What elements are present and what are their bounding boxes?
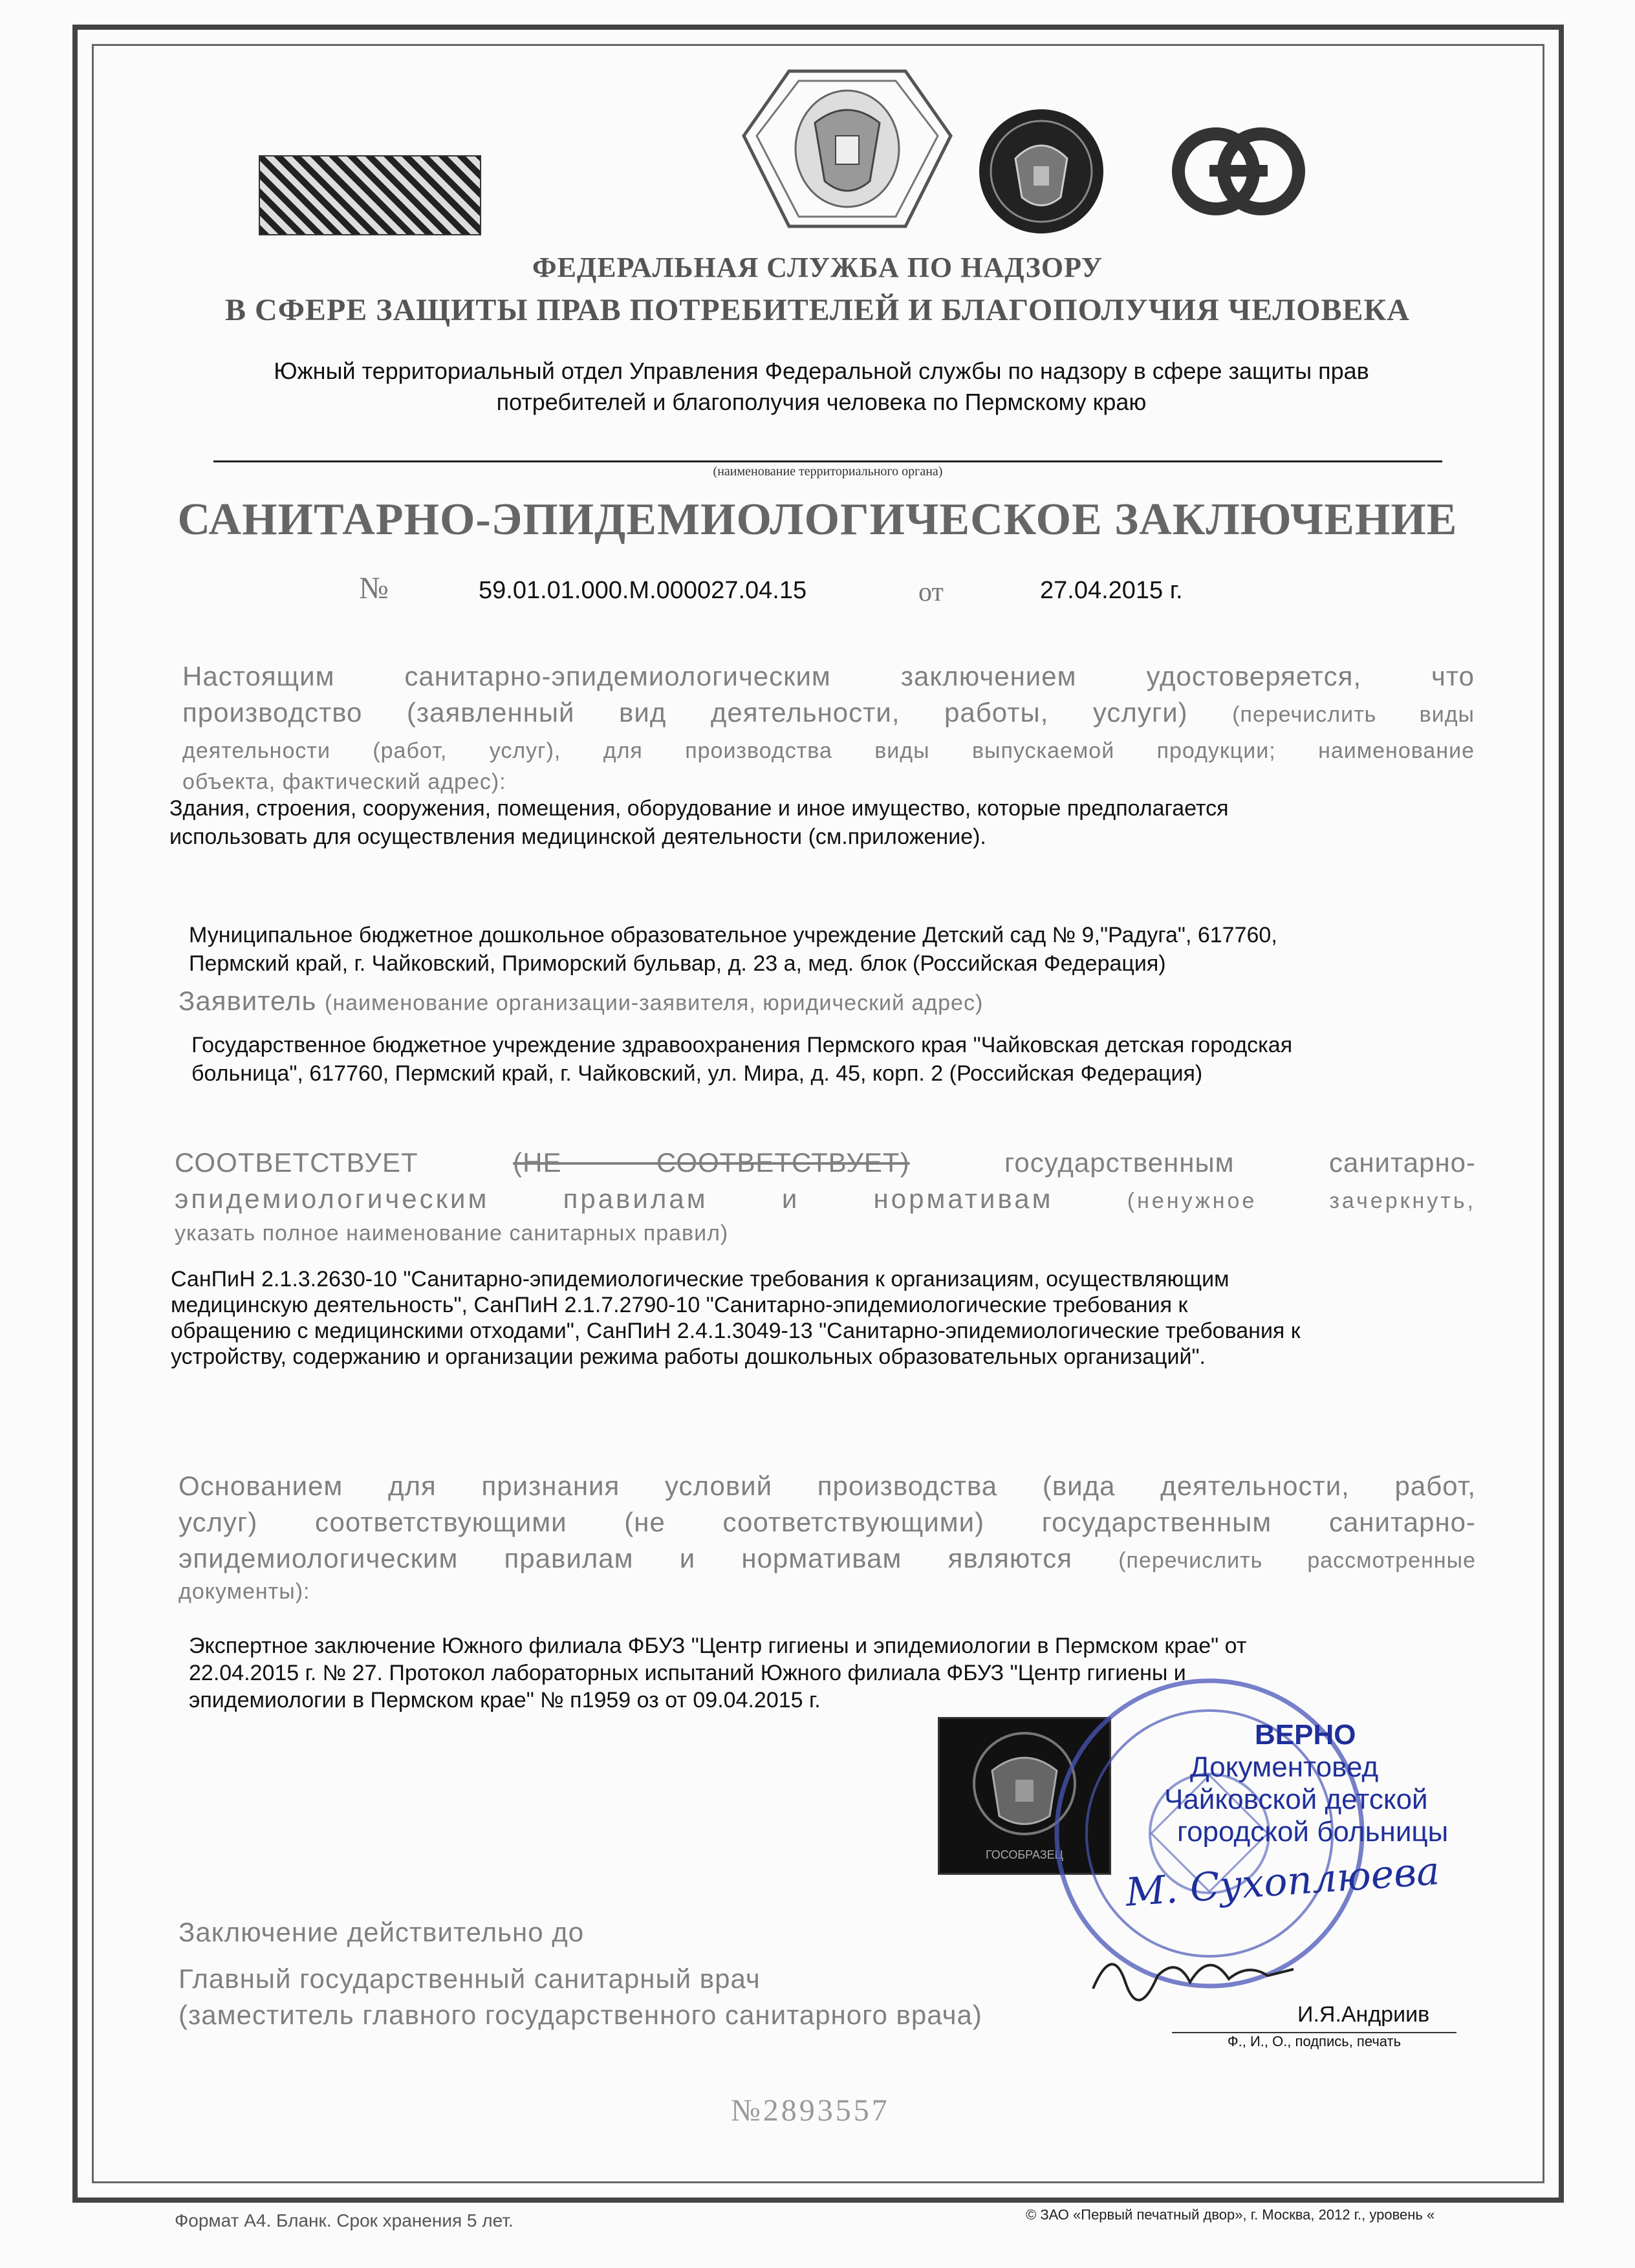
conformity-section <box>175 1145 1476 1247</box>
validity-label: Заключение действительно до <box>179 1917 585 1947</box>
conformity-line2-main: эпидемиологическим правилам и нормативам <box>175 1183 1054 1214</box>
coat-of-arms-emblem <box>731 52 964 239</box>
certified-copy-org-line2: городской больницы <box>1177 1816 1449 1848</box>
certified-copy-position: Документовед <box>1190 1751 1379 1783</box>
activity-text-line4: объекта, фактический адрес): <box>182 770 506 794</box>
number-sign: № <box>359 571 389 605</box>
basis-line1: Основанием для признания условий производства (вида деятельности, работ, <box>179 1471 1476 1501</box>
basis-line3-main: эпидемиологическим правилам и нормативам являются <box>179 1543 1073 1573</box>
blank-serial-number: №2893557 <box>731 2093 890 2128</box>
rospotrebnadzor-seal-emblem <box>977 107 1106 236</box>
basis-section <box>179 1468 1476 1604</box>
basis-documents-line1: Экспертное заключение Южного филиала ФБУЗ "Центр гигиены и эпидемиологии в Пермском крае" от <box>189 1634 1247 1658</box>
conformity-line2-hint: (ненужное зачеркнуть, <box>1127 1189 1476 1213</box>
activity-fill <box>169 794 1476 851</box>
signatory-line1: Главный государственный санитарный врач <box>179 1963 761 1994</box>
sanitary-rules <box>171 1266 1490 1370</box>
hologram-label: ГОСОБРАЗЕЦ <box>986 1848 1063 1861</box>
conformity-word: СООТВЕТСТВУЕТ <box>175 1147 418 1178</box>
basis-line3 <box>179 1540 1476 1579</box>
conformity-struck-text: (НЕ СООТВЕТСТВУЕТ) <box>513 1147 910 1178</box>
object-address <box>189 921 1482 978</box>
footer-printer: © ЗАО «Первый печатный двор», г. Москва, 2012 г., уровень « <box>1026 2207 1435 2223</box>
agency-name-line2: В СФЕРЕ ЗАЩИТЫ ПРАВ ПОТРЕБИТЕЛЕЙ И БЛАГОПОЛУЧИЯ ЧЕЛОВЕКА <box>225 293 1410 327</box>
territorial-office <box>233 356 1410 418</box>
activity-text-line3: деятельности (работ, услуг), для производства виды выпускаемой продукции; наименование <box>182 739 1475 763</box>
certificate-date: 27.04.2015 г. <box>1040 577 1183 604</box>
official-signature <box>1087 1930 1300 2002</box>
conformity-line1 <box>175 1145 1476 1181</box>
conformity-line1-rest: государственным санитарно- <box>1004 1147 1476 1178</box>
activity-fill-line2: использовать для осуществления медицинской деятельности (см.приложение). <box>169 825 986 849</box>
object-address-line2: Пермский край, г. Чайковский, Приморский бульвар, д. 23 а, мед. блок (Российская Федерация) <box>189 951 1166 976</box>
sanitary-rules-line4: устройству, содержанию и организации режима работы дошкольных образовательных организаций". <box>171 1345 1206 1369</box>
basis-line4: документы): <box>179 1579 310 1604</box>
certificate-number: 59.01.01.000.М.000027.04.15 <box>479 577 807 604</box>
basis-documents-line2: 22.04.2015 г. № 27. Протокол лабораторных испытаний Южного филиала ФБУЗ "Центр гигиены и <box>189 1661 1186 1685</box>
certified-copy-stamp <box>1138 1719 1462 1848</box>
footer-format: Формат А4. Бланк. Срок хранения 5 лет. <box>175 2210 514 2230</box>
conformity-line3: указать полное наименование санитарных правил) <box>175 1221 729 1246</box>
applicant-hint: (наименование организации-заявителя, юридический адрес) <box>325 991 984 1015</box>
sanitary-rules-line3: обращению с медицинскими отходами", СанПиН 2.4.1.3049-13 "Санитарно-эпидемиологические требования к <box>171 1319 1301 1343</box>
sanitary-rules-line1: СанПиН 2.1.3.2630-10 "Санитарно-эпидемиологические требования к организациям, осуществляющим <box>171 1267 1229 1291</box>
barcode-pattern <box>259 155 481 235</box>
date-from-label: от <box>918 578 944 607</box>
signatory-line2: (заместитель главного государственного санитарного врача) <box>179 2000 982 2030</box>
activity-text-line2 <box>182 695 1475 733</box>
territorial-office-line1: Южный территориальный отдел Управления Федеральной службы по надзору в сфере защиты прав <box>274 358 1369 384</box>
applicant-label-row <box>179 983 1472 1021</box>
applicant-label: Заявитель <box>179 986 317 1016</box>
office-caption: (наименование территориального органа) <box>713 464 943 479</box>
signatory-name: И.Я.Андриив <box>1297 2002 1430 2027</box>
activity-text-line1: Настоящим санитарно-эпидемиологическим заключением удостоверяется, что <box>182 661 1475 691</box>
certification-se-logo <box>1171 126 1306 217</box>
section-activity <box>182 658 1475 795</box>
sanitary-rules-line2: медицинскую деятельность", СанПиН 2.1.7.2790-10 "Санитарно-эпидемиологические требования к <box>171 1293 1188 1317</box>
conformity-line2 <box>175 1181 1476 1219</box>
signatory-caption: Ф., И., О., подпись, печать <box>1172 2032 1456 2050</box>
office-underline <box>213 460 1442 462</box>
basis-line3-hint: (перечислить рассмотренные <box>1118 1548 1476 1573</box>
applicant-line2: больница", 617760, Пермский край, г. Чайковский, ул. Мира, д. 45, корп. 2 (Российская Федерация) <box>191 1061 1203 1086</box>
activity-text-line2-hint: (перечислить виды <box>1232 702 1475 727</box>
activity-text-line2-main: производство (заявленный вид деятельности, работы, услуги) <box>182 697 1188 728</box>
document-title: САНИТАРНО-ЭПИДЕМИОЛОГИЧЕСКОЕ ЗАКЛЮЧЕНИЕ <box>177 495 1458 545</box>
certified-copy-org-line1: Чайковской детской <box>1164 1784 1428 1815</box>
certified-copy-word: ВЕРНО <box>1255 1719 1356 1751</box>
basis-line2: услуг) соответствующими (не соответствующими) государственным санитарно- <box>179 1507 1476 1537</box>
agency-name-line1: ФЕДЕРАЛЬНАЯ СЛУЖБА ПО НАДЗОРУ <box>532 252 1103 283</box>
object-address-line1: Муниципальное бюджетное дошкольное образовательное учреждение Детский сад № 9,"Радуга", 617760, <box>189 923 1277 947</box>
copy-signature: М. Сухоплюева <box>1124 1848 1441 1916</box>
territorial-office-line2: потребителей и благополучия человека по Пермскому краю <box>496 389 1147 415</box>
signatory-title <box>179 1961 982 2033</box>
applicant-line1: Государственное бюджетное учреждение здравоохранения Пермского края "Чайковская детская городская <box>191 1033 1293 1057</box>
applicant-details <box>191 1031 1485 1088</box>
activity-fill-line1: Здания, строения, сооружения, помещения, оборудование и иное имущество, которые предполагается <box>169 796 1229 821</box>
basis-documents-line3: эпидемиологии в Пермском крае" № п1959 оз от 09.04.2015 г. <box>189 1688 821 1712</box>
